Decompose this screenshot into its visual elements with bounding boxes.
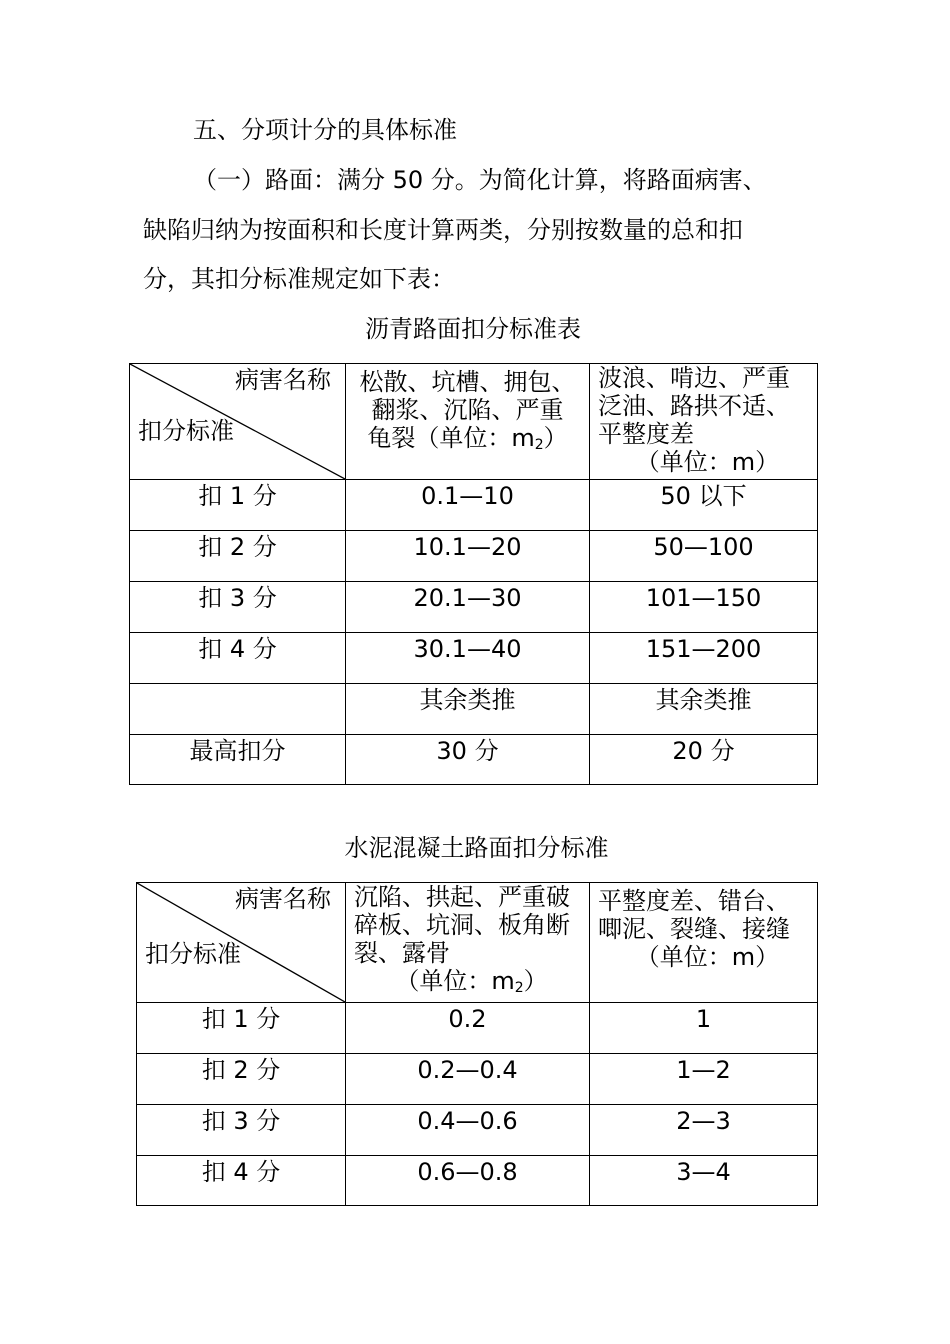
length-value: 151—200	[590, 633, 818, 684]
row-label	[130, 684, 346, 735]
asphalt-deduction-table	[129, 363, 818, 785]
col-text-line: 裂、露骨	[354, 939, 450, 967]
paragraph-line-1: （一）路面：满分 50 分。为简化计算，将路面病害、	[193, 166, 767, 194]
paragraph-line-2: 缺陷归纳为按面积和长度计算两类，分别按数量的总和扣	[143, 216, 743, 244]
col-text-line: 唧泥、裂缝、接缝	[598, 915, 790, 943]
area-value: 20.1—30	[346, 582, 590, 633]
concrete-table-title: 水泥混凝土路面扣分标准	[344, 834, 609, 862]
table-row	[130, 531, 818, 582]
area-value: 30.1—40	[346, 633, 590, 684]
col-unit-line: （单位：m）	[635, 448, 780, 476]
row-label: 扣 3 分	[137, 1105, 346, 1156]
col-unit-line: （单位：m）	[635, 943, 780, 971]
corner-label-disease: 病害名称	[235, 885, 331, 913]
col-text-line: 平整度差	[598, 420, 694, 448]
row-label: 扣 4 分	[137, 1156, 346, 1206]
area-value: 0.6—0.8	[346, 1156, 590, 1206]
table-header-row	[137, 883, 818, 1003]
row-label: 扣 1 分	[130, 480, 346, 531]
length-value: 1—2	[590, 1054, 818, 1105]
corner-label-standard: 扣分标准	[145, 940, 241, 968]
table-row	[130, 582, 818, 633]
col-text-line: 平整度差、错台、	[598, 887, 790, 915]
asphalt-table-title: 沥青路面扣分标准表	[365, 315, 581, 343]
length-value: 2—3	[590, 1105, 818, 1156]
section-heading: 五、分项计分的具体标准	[193, 116, 457, 144]
col-text-line: 沉陷、拱起、严重破	[354, 883, 570, 911]
col-unit-line: （单位：$m_2$）	[395, 967, 548, 996]
col-text-line: 翻浆、沉陷、严重	[371, 396, 564, 424]
col-text-line: 碎板、坑洞、板角断	[354, 911, 570, 939]
table-corner-header	[137, 883, 346, 1003]
area-value: 0.4—0.6	[346, 1105, 590, 1156]
paragraph-line-3: 分，其扣分标准规定如下表：	[143, 265, 455, 293]
table-row	[130, 480, 818, 531]
table-corner-header	[130, 364, 346, 480]
table-row	[130, 633, 818, 684]
table-row	[130, 684, 818, 735]
col-text-line: 泛油、路拱不适、	[598, 392, 790, 420]
row-label: 扣 2 分	[137, 1054, 346, 1105]
row-label: 扣 3 分	[130, 582, 346, 633]
length-value: 3—4	[590, 1156, 818, 1206]
column-header-length	[590, 364, 818, 480]
length-value: 101—150	[590, 582, 818, 633]
area-value: 30 分	[346, 735, 590, 785]
area-value: 10.1—20	[346, 531, 590, 582]
length-value: 20 分	[590, 735, 818, 785]
row-label: 最高扣分	[130, 735, 346, 785]
length-value: 其余类推	[590, 684, 818, 735]
area-value: 0.1—10	[346, 480, 590, 531]
column-header-length	[590, 883, 818, 1003]
col-text-line: 波浪、啃边、严重	[598, 364, 790, 392]
table-row	[137, 1105, 818, 1156]
column-header-area	[346, 364, 590, 480]
length-value: 50—100	[590, 531, 818, 582]
row-label: 扣 4 分	[130, 633, 346, 684]
area-value: 其余类推	[346, 684, 590, 735]
col-text-line: 松散、坑槽、拥包、	[359, 368, 576, 396]
length-value: 50 以下	[590, 480, 818, 531]
row-label: 扣 2 分	[130, 531, 346, 582]
table-header-row	[130, 364, 818, 480]
table-row	[130, 735, 818, 785]
table-row	[137, 1054, 818, 1105]
table-row	[137, 1156, 818, 1206]
corner-label-standard: 扣分标准	[138, 417, 234, 445]
corner-label-disease: 病害名称	[235, 366, 331, 394]
col-unit-line: 龟裂（单位：$m_2$）	[367, 424, 568, 453]
table-row	[137, 1003, 818, 1054]
row-label: 扣 1 分	[137, 1003, 346, 1054]
concrete-deduction-table	[136, 882, 818, 1206]
length-value: 1	[590, 1003, 818, 1054]
area-value: 0.2	[346, 1003, 590, 1054]
column-header-area	[346, 883, 590, 1003]
area-value: 0.2—0.4	[346, 1054, 590, 1105]
